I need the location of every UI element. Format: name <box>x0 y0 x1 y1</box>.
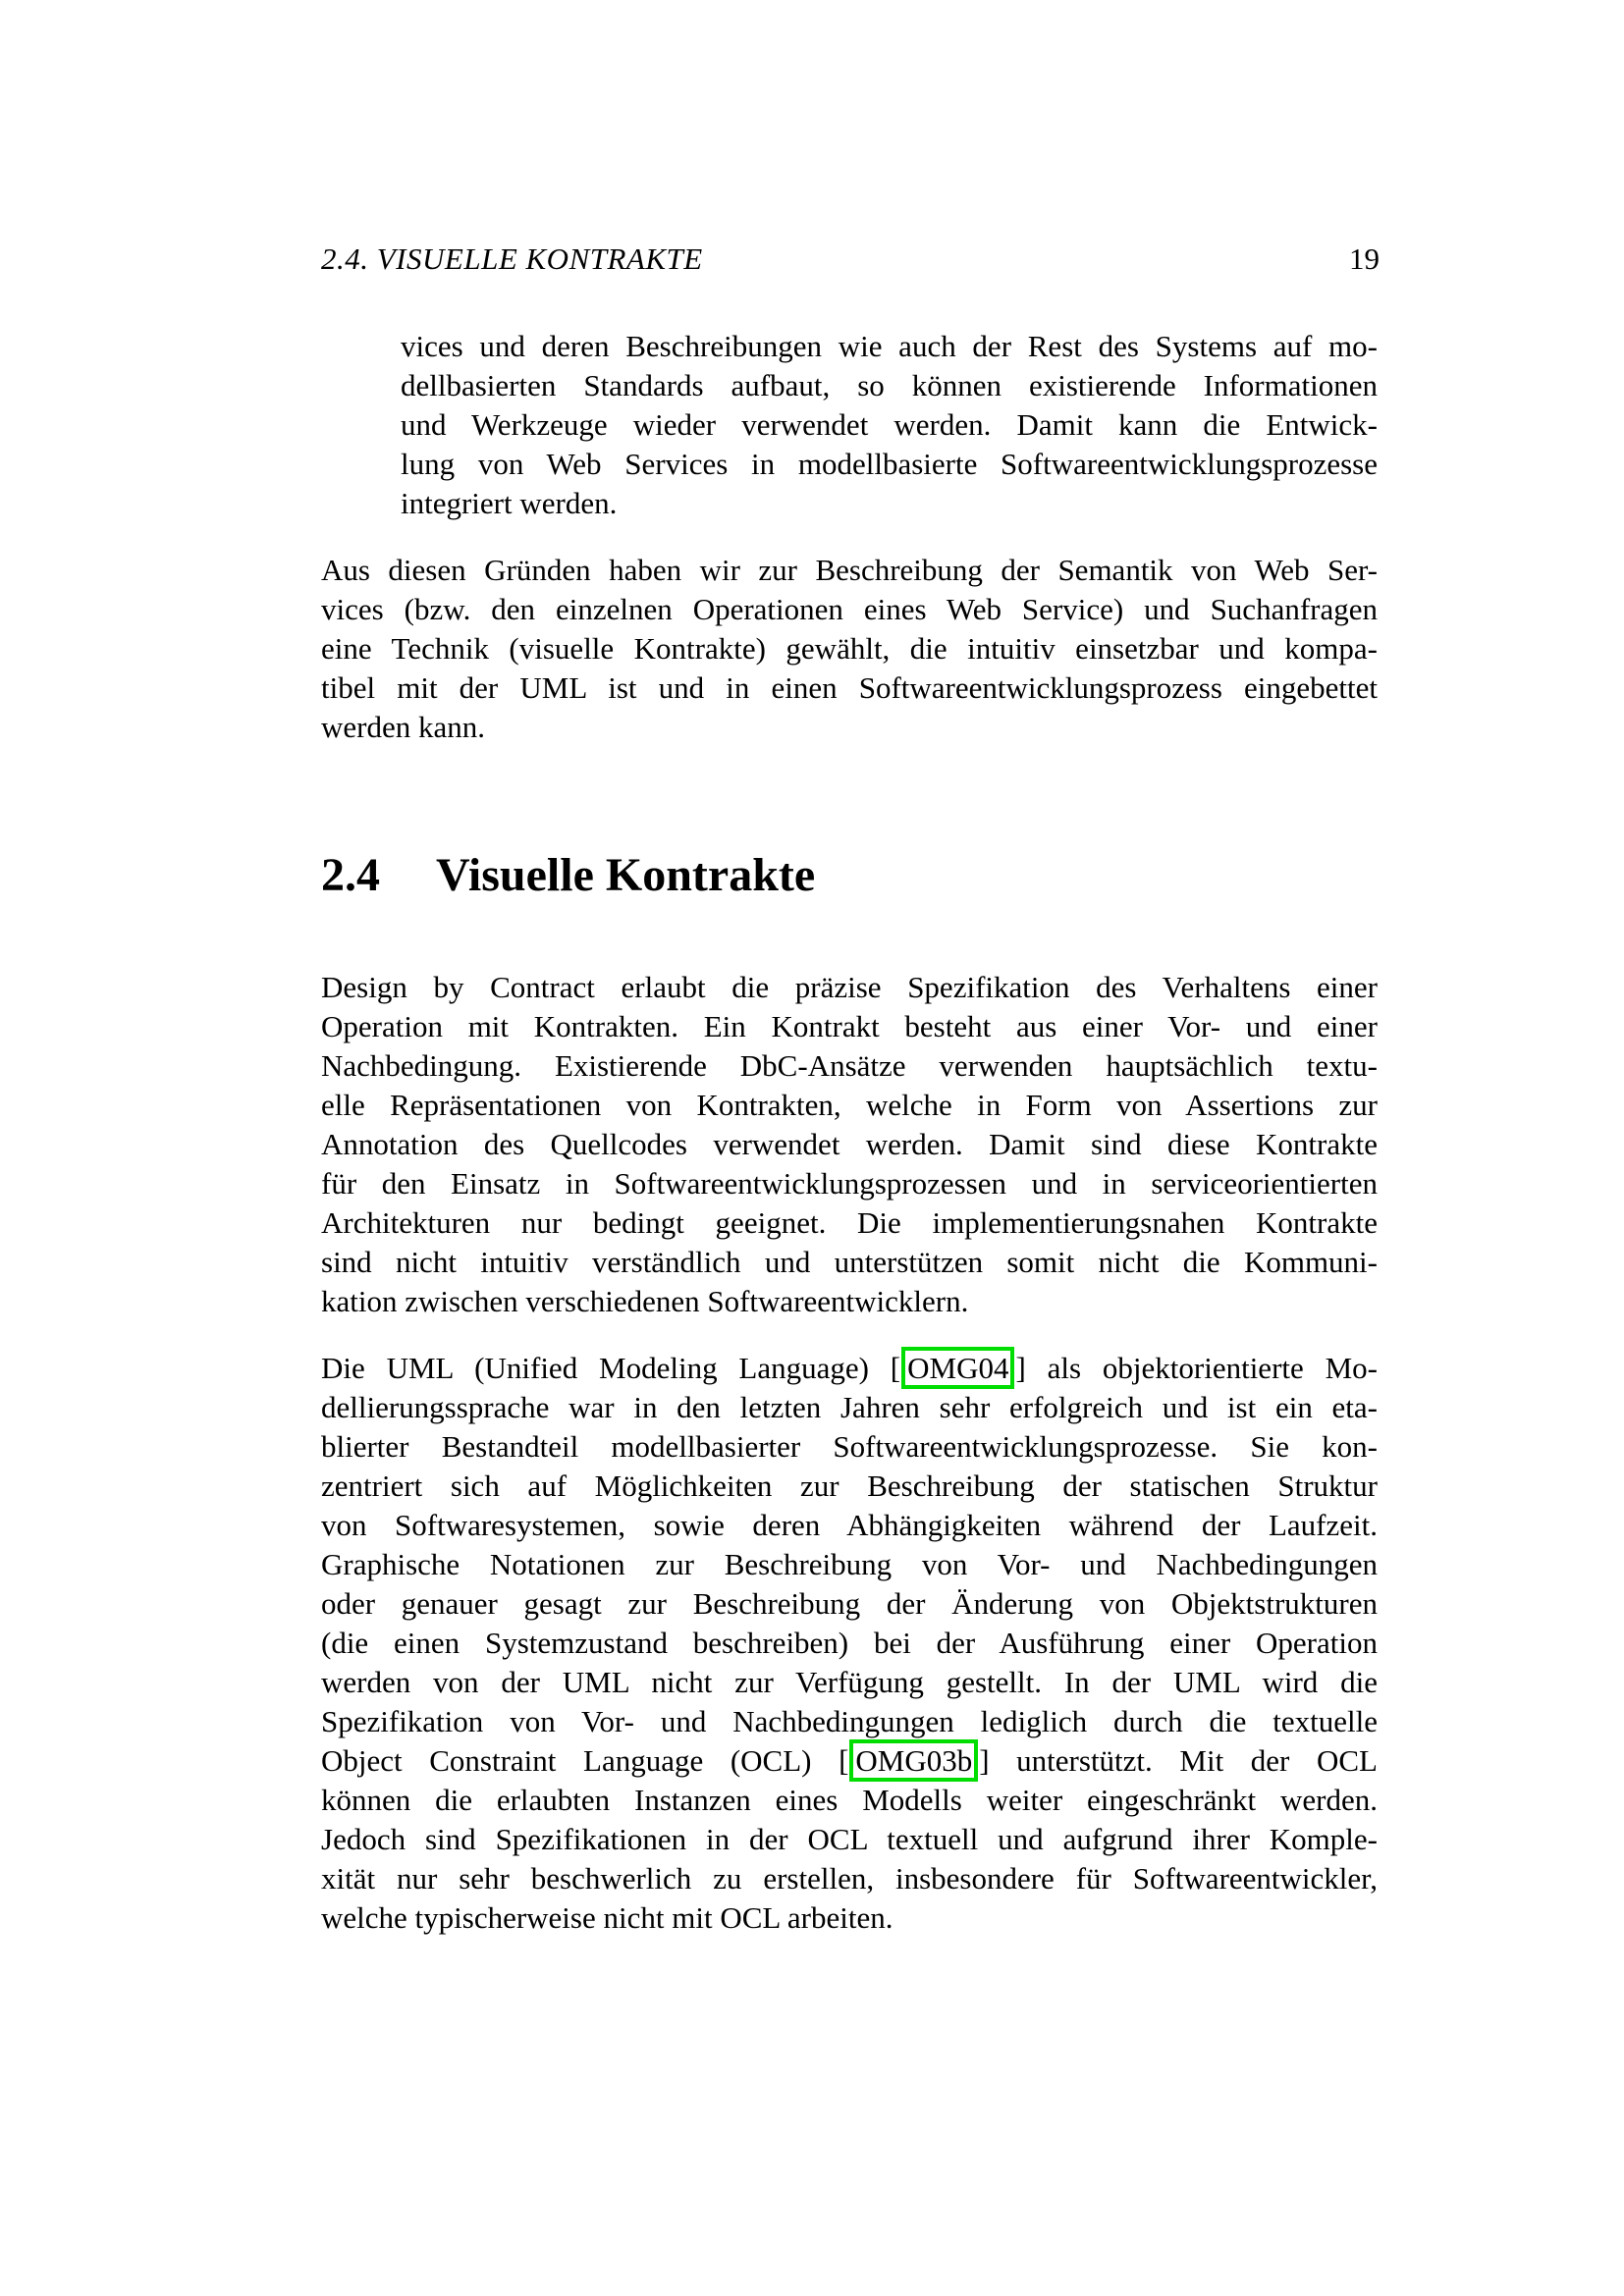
text-segment: ] unterstützt. Mit der OCL <box>979 1743 1378 1778</box>
text-line: Spezifikation von Vor- und Nachbedingungen lediglich durch die textuelle <box>321 1704 1378 1738</box>
citation-link-omg04[interactable]: OMG04 <box>901 1347 1014 1389</box>
text-line: Design by Contract erlaubt die präzise Spezifikation des Verhaltens einer <box>321 970 1378 1004</box>
citation-link-omg03b[interactable]: OMG03b <box>849 1739 978 1782</box>
text-line: dellbasierten Standards aufbaut, so können existierende Informationen <box>401 368 1378 402</box>
text-line: werden von der UML nicht zur Verfügung gestellt. In der UML wird die <box>321 1665 1378 1699</box>
text-line: welche typischerweise nicht mit OCL arbeiten. <box>321 1900 893 1935</box>
text-line: dellierungssprache war in den letzten Jahren sehr erfolgreich und ist ein eta- <box>321 1390 1378 1424</box>
text-line <box>321 1741 1378 1781</box>
text-line: vices (bzw. den einzelnen Operationen eines Web Service) und Suchanfragen <box>321 592 1378 626</box>
text-line: vices und deren Beschreibungen wie auch der Rest des Systems auf mo- <box>401 329 1378 363</box>
text-line: eine Technik (visuelle Kontrakte) gewählt, die intuitiv einsetzbar und kompa- <box>321 631 1378 666</box>
running-header-title: 2.4. VISUELLE KONTRAKTE <box>321 241 703 276</box>
text-line: (die einen Systemzustand beschreiben) bei der Ausführung einer Operation <box>321 1626 1378 1660</box>
text-line: Nachbedingung. Existierende DbC-Ansätze verwenden hauptsächlich textu- <box>321 1048 1378 1083</box>
text-line: Aus diesen Gründen haben wir zur Beschreibung der Semantik von Web Ser- <box>321 553 1378 587</box>
text-line: für den Einsatz in Softwareentwicklungsprozessen und in serviceorientierten <box>321 1166 1378 1201</box>
paragraph-motivation <box>321 551 1378 747</box>
text-line: von Softwaresystemen, sowie deren Abhängigkeiten während der Laufzeit. <box>321 1508 1378 1542</box>
text-segment: Die UML (Unified Modeling Language) [ <box>321 1351 901 1385</box>
text-line <box>321 1349 1378 1388</box>
paragraph-uml <box>321 1349 1378 1938</box>
text-line: lung von Web Services in modellbasierte Softwareentwicklungsprozesse <box>401 447 1378 481</box>
section-heading <box>321 848 815 903</box>
text-segment: ] als objektorientierte Mo- <box>1015 1351 1378 1385</box>
text-line: oder genauer gesagt zur Beschreibung der Änderung von Objektstrukturen <box>321 1586 1378 1621</box>
text-line: Jedoch sind Spezifikationen in der OCL textuell und aufgrund ihrer Komple- <box>321 1822 1378 1856</box>
text-line: und Werkzeuge wieder verwendet werden. Damit kann die Entwick- <box>401 407 1378 442</box>
text-line: werden kann. <box>321 710 485 744</box>
section-number: 2.4 <box>321 849 380 901</box>
text-line: integriert werden. <box>401 486 618 520</box>
text-line: können die erlaubten Instanzen eines Modells weiter eingeschränkt werden. <box>321 1783 1378 1817</box>
paragraph-design-by-contract <box>321 968 1378 1321</box>
text-line: xität nur sehr beschwerlich zu erstellen, insbesondere für Softwareentwickler, <box>321 1861 1378 1896</box>
text-line: Annotation des Quellcodes verwendet werden. Damit sind diese Kontrakte <box>321 1127 1378 1161</box>
text-line: tibel mit der UML ist und in einen Softwareentwicklungsprozess eingebettet <box>321 670 1378 705</box>
text-line: blierter Bestandteil modellbasierter Softwareentwicklungsprozesse. Sie kon- <box>321 1429 1378 1464</box>
text-line: zentriert sich auf Möglichkeiten zur Beschreibung der statischen Struktur <box>321 1468 1378 1503</box>
text-line: elle Repräsentationen von Kontrakten, welche in Form von Assertions zur <box>321 1088 1378 1122</box>
text-line: Architekturen nur bedingt geeignet. Die implementierungsnahen Kontrakte <box>321 1205 1378 1240</box>
text-segment: Object Constraint Language (OCL) [ <box>321 1743 849 1778</box>
quote-paragraph <box>401 327 1378 523</box>
text-line: sind nicht intuitiv verständlich und unterstützen somit nicht die Kommuni- <box>321 1245 1378 1279</box>
text-line: Graphische Notationen zur Beschreibung von Vor- und Nachbedingungen <box>321 1547 1378 1581</box>
running-header <box>321 240 1380 279</box>
text-line: Operation mit Kontrakten. Ein Kontrakt besteht aus einer Vor- und einer <box>321 1009 1378 1043</box>
text-line: kation zwischen verschiedenen Softwareentwicklern. <box>321 1284 969 1318</box>
page-number: 19 <box>1349 241 1380 276</box>
section-title: Visuelle Kontrakte <box>436 849 816 901</box>
